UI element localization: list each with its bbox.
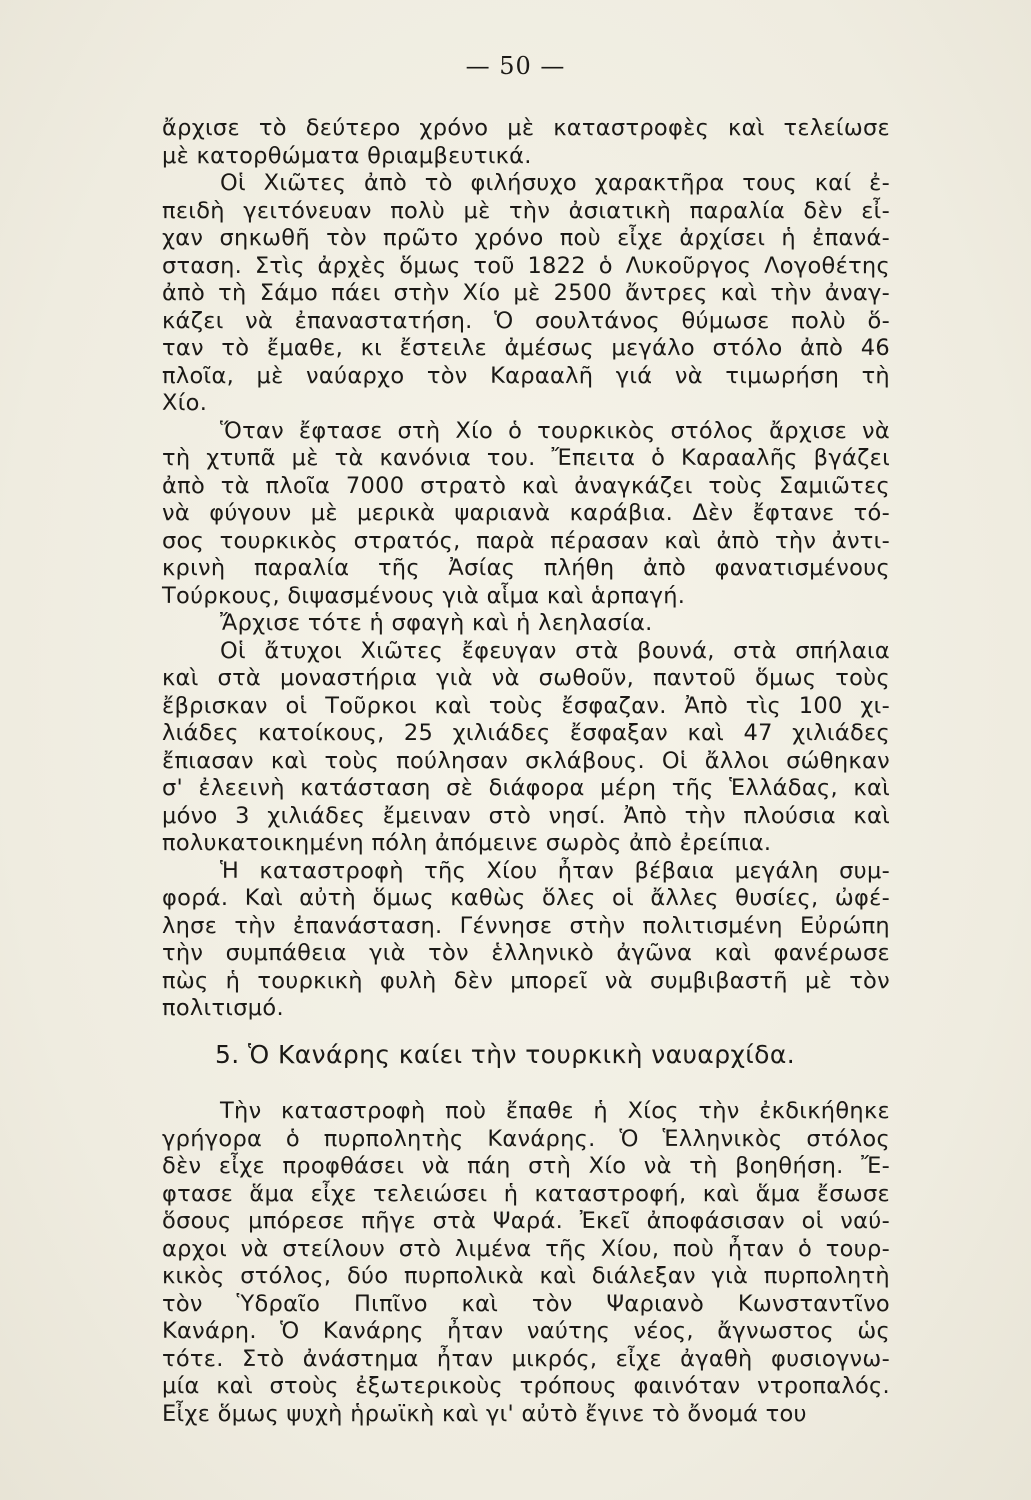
text-line: πλοῖα, μὲ ναύαρχο τὸν Καρααλῆ γιά νὰ τιμωρήση τὴ bbox=[162, 362, 890, 389]
text-line: γρήγορα ὁ πυρπολητὴς Κανάρης. Ὁ Ἑλληνικὸς στόλος bbox=[162, 1125, 890, 1152]
text-line: Τούρκους, διψασμένους γιὰ αἷμα καὶ ἁρπαγή. bbox=[162, 582, 686, 609]
text-line: λησε τὴν ἐπανάσταση. Γέννησε στὴν πολιτισμένη Εὐρώπη bbox=[162, 912, 890, 939]
text-line: χαν σηκωθῆ τὸν πρῶτο χρόνο ποὺ εἶχε ἀρχίσει ἡ ἐπανά- bbox=[162, 225, 890, 251]
text-line: τὴν συμπάθεια γιὰ τὸν ἑλληνικὸ ἀγῶνα καὶ φανέρωσε bbox=[162, 940, 890, 966]
text-line: Ἄρχισε τότε ἡ σφαγὴ καὶ ἡ λεηλασία. bbox=[220, 610, 653, 636]
text-line: φτασε ἅμα εἶχε τελειώσει ἡ καταστροφή, καὶ ἅμα ἔσωσε bbox=[162, 1180, 890, 1207]
text-line: σ' ἐλεεινὴ κατάσταση σὲ διάφορα μέρη τῆς Ἑλλάδας, καὶ bbox=[162, 775, 890, 801]
text-line: μὲ κατορθώματα θριαμβευτικά. bbox=[162, 142, 532, 169]
text-line: πολιτισμό. bbox=[162, 995, 284, 1021]
text-line: ἄρχισε τὸ δεύτερο χρόνο μὲ καταστροφὲς καὶ τελείωσε bbox=[162, 115, 890, 141]
page-number: — 50 — bbox=[465, 52, 566, 80]
text-line: τὴ χτυπᾶ μὲ τὰ κανόνια του. Ἔπειτα ὁ Καρααλῆς βγάζει bbox=[162, 445, 890, 471]
text-line: πειδὴ γειτόνευαν πολὺ μὲ τὴν ἀσιατικὴ παραλία δὲν εἶ- bbox=[162, 197, 890, 224]
main-text-section-2 bbox=[162, 1098, 890, 1428]
text-line: Κανάρη. Ὁ Κανάρης ἦταν ναύτης νέος, ἄγνωστος ὡς bbox=[162, 1318, 890, 1344]
text-line: ὅσους μπόρεσε πῆγε στὰ Ψαρά. Ἐκεῖ ἀποφάσισαν οἱ ναύ- bbox=[162, 1208, 890, 1234]
text-line: Εἶχε ὅμως ψυχὴ ἡρωϊκὴ καὶ γι' αὐτὸ ἔγινε τὸ ὄνομά του bbox=[162, 1400, 807, 1427]
text-line: τότε. Στὸ ἀνάστημα ἦταν μικρός, εἶχε ἀγαθὴ φυσιογνω- bbox=[162, 1345, 890, 1372]
main-text-section-1 bbox=[162, 115, 890, 1023]
text-line: κικὸς στόλος, δύο πυρπολικὰ καὶ διάλεξαν γιὰ πυρπολητὴ bbox=[162, 1263, 890, 1289]
section-heading: 5. Ὁ Κανάρης καίει τὴν τουρκικὴ ναυαρχίδα. bbox=[215, 1040, 796, 1069]
text-line: σος τουρκικὸς στρατός, παρὰ πέρασαν καὶ ἀπὸ τὴν ἀντι- bbox=[162, 527, 890, 554]
text-line: μία καὶ στοὺς ἐξωτερικοὺς τρόπους φαινόταν ντροπαλός. bbox=[162, 1373, 890, 1399]
text-line: πὼς ἡ τουρκικὴ φυλὴ δὲν μπορεῖ νὰ συμβιβαστῆ μὲ τὸν bbox=[162, 967, 890, 994]
text-line: καὶ στὰ μοναστήρια γιὰ νὰ σωθοῦν, παντοῦ ὅμως τοὺς bbox=[162, 665, 890, 691]
text-line: κάζει νὰ ἐπαναστατήση. Ὁ σουλτάνος θύμωσε πολὺ ὅ- bbox=[162, 307, 890, 334]
text-line: Ὅταν ἔφτασε στὴ Χίο ὁ τουρκικὸς στόλος ἄρχισε νὰ bbox=[220, 417, 890, 444]
text-line: ἔβρισκαν οἱ Τοῦρκοι καὶ τοὺς ἔσφαζαν. Ἀπὸ τὶς 100 χι- bbox=[162, 692, 890, 719]
text-line: αρχοι νὰ στείλουν στὸ λιμένα τῆς Χίου, ποὺ ἦταν ὁ τουρ- bbox=[162, 1235, 890, 1262]
text-line: Τὴν καταστροφὴ ποὺ ἔπαθε ἡ Χίος τὴν ἐκδικήθηκε bbox=[220, 1098, 890, 1124]
text-line: κρινὴ παραλία τῆς Ἀσίας πλήθη ἀπὸ φανατισμένους bbox=[162, 555, 890, 581]
text-line: μόνο 3 χιλιάδες ἔμειναν στὸ νησί. Ἀπὸ τὴν πλούσια καὶ bbox=[162, 802, 890, 829]
text-line: σταση. Στὶς ἀρχὲς ὅμως τοῦ 1822 ὁ Λυκοῦργος Λογοθέτης bbox=[162, 252, 890, 279]
text-line: ἀπὸ τὴ Σάμο πάει στὴν Χίο μὲ 2500 ἄντρες καὶ τὴν ἀναγ- bbox=[162, 280, 890, 306]
text-line: ἔπιασαν καὶ τοὺς πούλησαν σκλάβους. Οἱ ἄλλοι σώθηκαν bbox=[162, 747, 890, 774]
text-line: Οἱ ἄτυχοι Χιῶτες ἔφευγαν στὰ βουνά, στὰ σπήλαια bbox=[220, 637, 890, 664]
text-line: Οἱ Χιῶτες ἀπὸ τὸ φιλήσυχο χαρακτῆρα τους καί ἐ- bbox=[220, 170, 890, 196]
text-line: τὸν Ὑδραῖο Πιπῖνο καὶ τὸν Ψαριανὸ Κωνσταντῖνο bbox=[162, 1290, 890, 1317]
text-line: νὰ φύγουν μὲ μερικὰ ψαριανὰ καράβια. Δὲν ἔφτανε τό- bbox=[162, 500, 890, 526]
text-line: ἀπὸ τὰ πλοῖα 7000 στρατὸ καὶ ἀναγκάζει τοὺς Σαμιῶτες bbox=[162, 472, 890, 499]
text-line: Ἡ καταστροφὴ τῆς Χίου ἦταν βέβαια μεγάλη συμ- bbox=[220, 857, 890, 884]
text-line: ταν τὸ ἔμαθε, κι ἔστειλε ἀμέσως μεγάλο στόλο ἀπὸ 46 bbox=[162, 335, 890, 361]
text-line: Χίο. bbox=[162, 390, 208, 416]
text-line: φορά. Καὶ αὐτὴ ὅμως καθὼς ὅλες οἱ ἄλλες θυσίες, ὠφέ- bbox=[162, 885, 890, 911]
text-line: λιάδες κατοίκους, 25 χιλιάδες ἔσφαξαν καὶ 47 χιλιάδες bbox=[162, 720, 890, 746]
text-line: πολυκατοικημένη πόλη ἀπόμεινε σωρὸς ἀπὸ ἐρείπια. bbox=[162, 830, 772, 856]
text-line: δὲν εἶχε προφθάσει νὰ πάη στὴ Χίο νὰ τὴ βοηθήση. Ἔ- bbox=[162, 1153, 890, 1179]
